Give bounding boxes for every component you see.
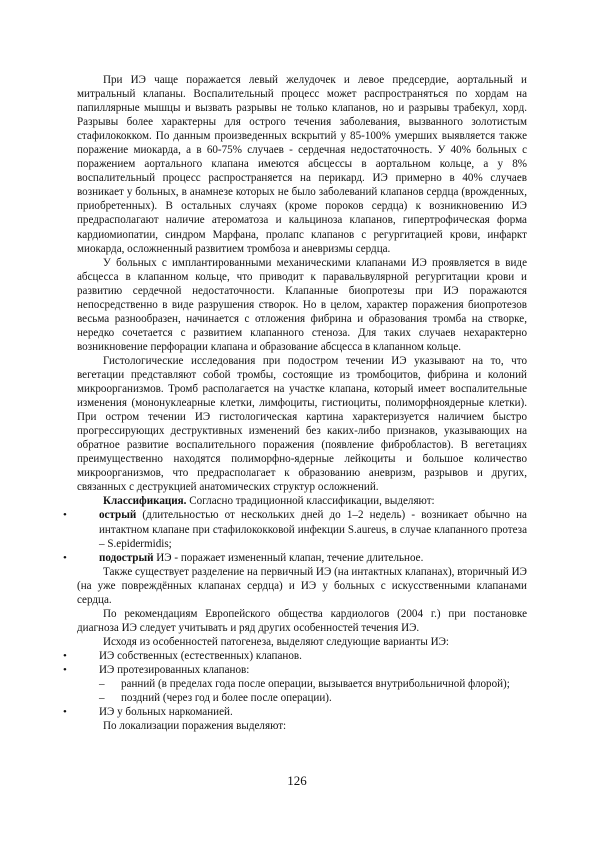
term-acute: острый (99, 509, 137, 522)
list-item-text: ИЭ - поражает измененный клапан, течение длительное. (153, 551, 424, 564)
paragraph-esc-recommendations: По рекомендациям Европейского общества кардиологов (2004 г.) при постановке диагноза ИЭ следует учитывать и ряд других особенностей течения ИЭ. (77, 607, 527, 634)
list-item (63, 663, 527, 677)
sublist-item (99, 691, 527, 705)
prosthetic-sublist (77, 677, 527, 705)
classification-heading: Классификация. (103, 495, 187, 508)
bullet-icon: • (63, 551, 67, 564)
list-item (63, 705, 527, 719)
sublist-item-text: ранний (в пределах года после операции, вызывается внутрибольничной флорой); (121, 678, 510, 691)
sublist-item-text: поздний (через год и более после операции). (121, 692, 332, 705)
list-item (63, 508, 527, 550)
list-item-text: (длительностью от нескольких дней до 1–2 недель) - возникает обычно на интактном клапане при стафилококковой инфекции S.aureus, в случае клапанного протеза – S.epidermidis; (99, 509, 527, 550)
list-item-text: ИЭ собственных (естественных) клапанов. (99, 649, 302, 662)
bullet-icon: • (63, 509, 67, 522)
paragraph-histology: Гистологические исследования при подостром течении ИЭ указывают на то, что вегетации представляют собой тромбы, состоящие из тромбоцитов, фибрина и колоний микроорганизмов. Тромб располагается на участке клапана, который имеет воспалительные изменения (мононуклеарные клетки, лимфоциты, гистиоциты, полиморфноядерные клетки). При остром течении ИЭ гистологическая картина характеризуется наличием быстро прогрессирующих деструктивных изменений без каких-либо признаков, указывающих на обратное развитие воспалительного поражения (появление фибробластов). В вегетациях преимущественно находятся полиморфно-ядерные лейкоциты и большое количество микроорганизмов, что предрасполагает к образованию аневризм, разрывов и других, связанных с деструкцией анатомических структур осложнений. (77, 354, 527, 494)
bullet-icon: • (63, 649, 67, 662)
term-subacute: подострый (99, 551, 154, 564)
variant-list-continued (63, 705, 527, 719)
paragraph-localization: По локализации поражения выделяют: (103, 720, 287, 733)
document-page (63, 73, 527, 733)
list-item (63, 551, 527, 565)
paragraph-classification (77, 494, 527, 508)
dash-icon: – (99, 692, 105, 705)
paragraph-primary-secondary: Также существует разделение на первичный ИЭ (на интактных клапанах), вторичный ИЭ (на уже повреждённых клапанах сердца) и ИЭ у больных с искусственными клапанами сердца. (77, 565, 527, 606)
list-item-text: ИЭ протезированных клапанов: (99, 663, 250, 676)
classification-text: Согласно традиционной классификации, выделяют: (186, 495, 435, 508)
paragraph-pathology: При ИЭ чаще поражается левый желудочек и левое предсердие, аортальный и митральный клапаны. Воспалительный процесс может распространяться по хордам на папиллярные мышцы и вызвать разрывы не только клапанов, но и разрывы трабекул, хорд. Разрывы более характерны для острого течения заболевания, вызванного золотистым стафилококком. По данным произведенных вскрытий у 85-100% умерших выявляется также поражение миокарда, а в 60-75% случаев - сердечная недостаточность. У 40% больных с поражением аортального клапана имеются абсцессы в аортальном кольце, а у 8% воспалительный процесс распространяется на перикард. ИЭ примерно в 40% случаев возникает у больных, в анамнезе которых не было заболеваний клапанов сердца (врожденных, приобретенных). В остальных случаях (кроме пороков сердца) к возникновению ИЭ предрасполагают наличие атероматоза и кальциноза клапанов, гипертрофическая форма кардиомиопатии, синдром Марфана, пролапс клапанов с регургитацией крови, инфаркт миокарда, осложненный развитием тромбоза и аневризмы сердца. (77, 74, 527, 255)
course-list (63, 508, 527, 564)
variant-list (63, 649, 527, 677)
page-number: 126 (287, 773, 307, 788)
paragraph-pathogenesis-variants: Исходя из особенностей патогенеза, выделяют следующие варианты ИЭ: (103, 635, 449, 648)
paragraph-prosthetic-valves: У больных с имплантированными механическими клапанами ИЭ проявляется в виде абсцесса в клапанном кольце, что приводит к паравальвулярной регургитации крови и развитию сердечной недостаточности. Клапанные биопротезы при ИЭ поражаются непосредственно в виде разрушения створок. Но в целом, характер поражения биопротезов весьма разнообразен, начинается с отложения фибрина и образования тромба на створке, нередко сочетается с развитием клапанного стеноза. Для таких случаев нехарактерно возникновение перфорации клапана и образование абсцесса в клапанном кольце. (77, 256, 527, 353)
bullet-icon: • (63, 663, 67, 676)
bullet-icon: • (63, 706, 67, 719)
sublist-item (99, 677, 527, 691)
list-item-text: ИЭ у больных наркоманией. (99, 706, 233, 719)
dash-icon: – (99, 678, 105, 691)
list-item (63, 649, 527, 663)
